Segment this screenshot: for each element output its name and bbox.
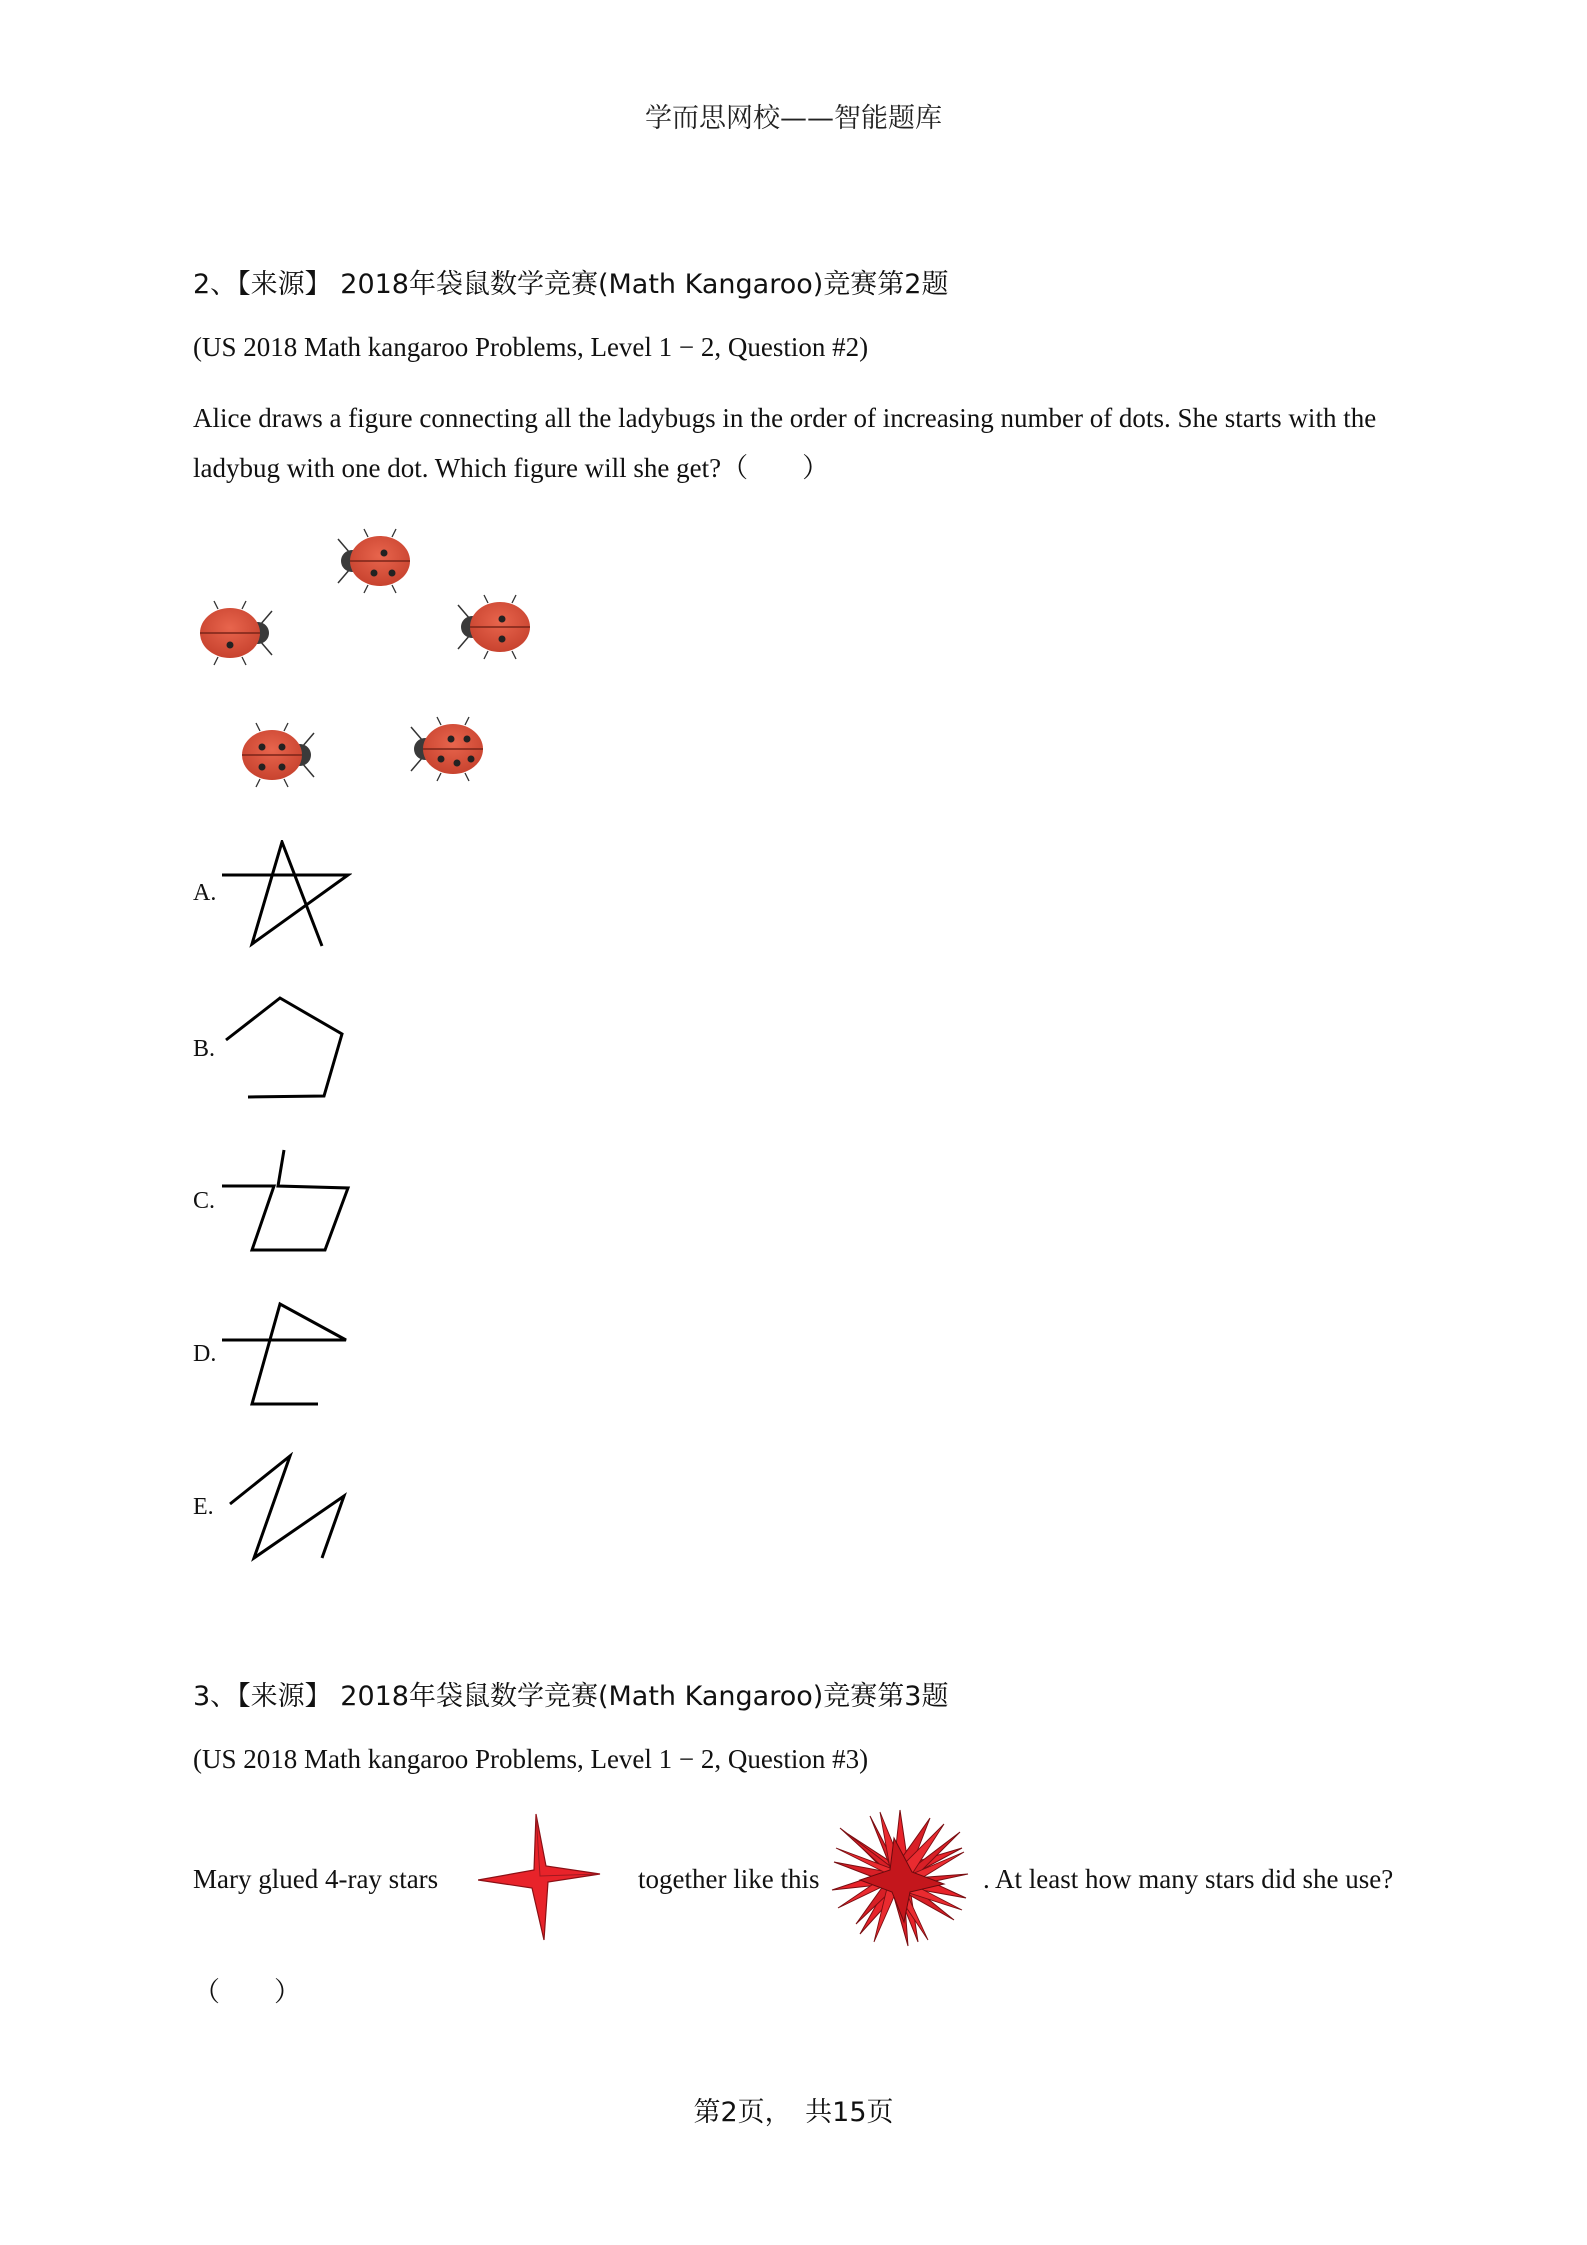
q2-source: 2、【来源】 2018年袋鼠数学竞赛(Math Kangaroo)竞赛第2题 [193, 269, 949, 300]
ladybug-one-dot [200, 601, 272, 665]
page-header: 学而思网校——智能题库 [645, 103, 942, 134]
q3-reference: (US 2018 Math kangaroo Problems, Level 1 − 2, Question #3) [193, 1744, 869, 1774]
option-b-label[interactable]: B. [193, 1036, 216, 1062]
page-footer: 第2页， 共15页 [693, 2097, 894, 2128]
option-e-label[interactable]: E. [193, 1494, 214, 1520]
q3-text-part-b: together like this [638, 1864, 820, 1894]
option-d-label[interactable]: D. [193, 1341, 217, 1367]
glued-stars-image [830, 1808, 970, 1948]
option-c-parallelogram-figure [222, 1148, 352, 1258]
q2-question-text: Alice draws a figure connecting all the ladybugs in the order of increasing number of dots. She starts with the ladybug with one dot. Which figure will she get?（ ） [193, 403, 1377, 483]
ladybug-five-dots [411, 717, 483, 781]
q3-source: 3、【来源】 2018年袋鼠数学竞赛(Math Kangaroo)竞赛第3题 [193, 1681, 949, 1712]
ladybugs-figure [190, 515, 550, 805]
q3-answer-blank: （ ） [193, 1977, 301, 2007]
option-d-figure [222, 1298, 352, 1408]
option-b-pentagon-figure [218, 994, 348, 1104]
q2-reference: (US 2018 Math kangaroo Problems, Level 1 − 2, Question #2) [193, 332, 869, 362]
option-a-label[interactable]: A. [193, 880, 217, 906]
ladybug-four-dots [242, 723, 314, 787]
option-e-zigzag-figure [222, 1452, 352, 1562]
option-c-label[interactable]: C. [193, 1188, 216, 1214]
ladybug-two-dots [458, 595, 530, 659]
q3-text-part-a: Mary glued 4-ray stars [193, 1864, 439, 1894]
option-a-star-figure [222, 840, 352, 950]
ladybug-three-dots [338, 529, 410, 593]
q3-text-part-c: . At least how many stars did she use? [983, 1864, 1394, 1894]
four-ray-star-image [478, 1812, 608, 1942]
